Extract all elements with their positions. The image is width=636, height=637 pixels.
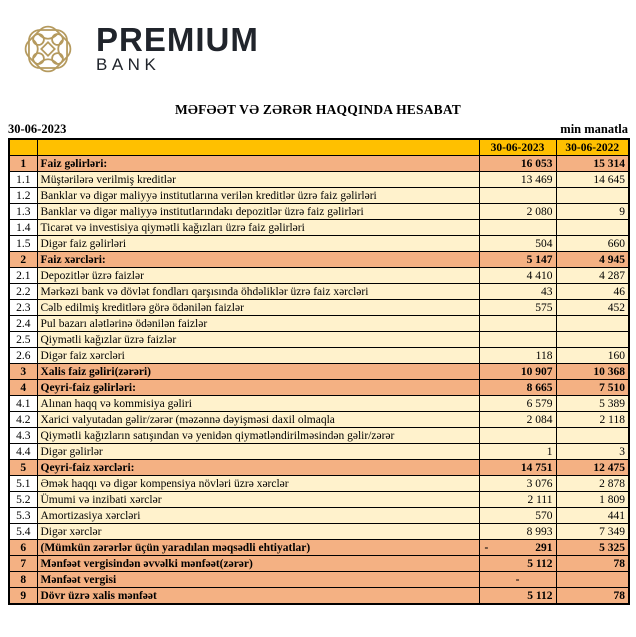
table-row [9, 316, 629, 332]
value-2022-cell [556, 332, 629, 348]
value-2023-cell: 5 112 [479, 556, 556, 572]
row-no-cell: 2.6 [9, 348, 37, 364]
table-row [9, 524, 629, 540]
table-row [9, 252, 629, 268]
value-2023-cell: 5 112 [479, 588, 556, 605]
table-header-row [9, 139, 629, 156]
header-no-cell [9, 139, 37, 156]
premium-bank-emblem-icon [12, 15, 84, 83]
value-2022-cell: 2 878 [556, 476, 629, 492]
row-no-cell: 4.2 [9, 412, 37, 428]
value-2023-cell: 3 076 [479, 476, 556, 492]
row-no-cell: 5.3 [9, 508, 37, 524]
row-label-cell: Digər gəlirlər [37, 444, 479, 460]
value-2023-cell: 16 053 [479, 156, 556, 172]
table-row [9, 444, 629, 460]
row-no-cell: 2.4 [9, 316, 37, 332]
table-row [9, 556, 629, 572]
row-no-cell: 2.1 [9, 268, 37, 284]
table-row [9, 572, 629, 588]
bank-logo [12, 14, 636, 84]
row-no-cell: 6 [9, 540, 37, 556]
row-no-cell: 1.5 [9, 236, 37, 252]
row-label-cell: Mərkəzi bank və dövlət fondları qarşısında öhdəliklər üzrə faiz xərcləri [37, 284, 479, 300]
row-label-cell: Əmək haqqı və digər kompensiya növləri üzrə xərclər [37, 476, 479, 492]
value-2022-cell: 3 [556, 444, 629, 460]
table-row [9, 284, 629, 300]
value-2023-cell: 2 084 [479, 412, 556, 428]
profit-loss-table [8, 138, 630, 605]
table-row [9, 348, 629, 364]
row-label-cell: Ticarət və investisiya qiymətli kağızları üzrə faiz gəlirləri [37, 220, 479, 236]
value-2022-cell: 12 475 [556, 460, 629, 476]
brand-name: PREMIUM [96, 20, 259, 58]
value-2023-cell: 8 993 [479, 524, 556, 540]
value-2022-cell: 452 [556, 300, 629, 316]
value-2022-cell: 78 [556, 556, 629, 572]
row-label-cell: Ümumi və inzibati xərclər [37, 492, 479, 508]
row-label-cell: Banklar və digər maliyyə institutlarındakı depozitlər üzrə faiz gəlirləri [37, 204, 479, 220]
row-no-cell: 1.3 [9, 204, 37, 220]
table-row [9, 380, 629, 396]
row-label-cell: Mənfəət vergisindən əvvəlki mənfəət(zərər) [37, 556, 479, 572]
row-no-cell: 8 [9, 572, 37, 588]
table-row [9, 540, 629, 556]
table-row [9, 460, 629, 476]
row-label-cell: Digər faiz xərcləri [37, 348, 479, 364]
value-2023-cell [479, 188, 556, 204]
row-no-cell: 3 [9, 364, 37, 380]
table-row [9, 492, 629, 508]
value-2022-cell: 2 118 [556, 412, 629, 428]
row-no-cell: 7 [9, 556, 37, 572]
unit-label: min manatla [560, 122, 628, 136]
row-label-cell: Mənfəət vergisi [37, 572, 479, 588]
row-no-cell: 1.2 [9, 188, 37, 204]
value-2023-cell: 14 751 [479, 460, 556, 476]
value-2022-cell [556, 220, 629, 236]
value-2022-cell: 14 645 [556, 172, 629, 188]
row-no-cell: 4.4 [9, 444, 37, 460]
value-2022-cell: 5 389 [556, 396, 629, 412]
value-2022-cell: 441 [556, 508, 629, 524]
table-row [9, 156, 629, 172]
row-no-cell: 1.1 [9, 172, 37, 188]
row-label-cell: Faiz xərcləri: [37, 252, 479, 268]
value-2022-cell [556, 316, 629, 332]
row-no-cell: 1 [9, 156, 37, 172]
row-label-cell: (Mümkün zərərlər üçün yaradılan məqsədli ehtiyatlar) [37, 540, 479, 556]
brand-subtitle: BANK [96, 54, 161, 74]
value-2023-cell [479, 220, 556, 236]
negative-sign: - [484, 541, 489, 554]
row-label-cell: Cəlb edilmiş kreditlərə görə ödənilən faizlər [37, 300, 479, 316]
value-2022-cell: 660 [556, 236, 629, 252]
row-label-cell: Qiymətli kağızların satışından və yenidən qiymətləndirilməsindən gəlir/zərər [37, 428, 479, 444]
value-2023-cell: 13 469 [479, 172, 556, 188]
header-label-cell [37, 139, 479, 156]
value-2023-cell [479, 332, 556, 348]
value-2022-cell: 7 349 [556, 524, 629, 540]
value-2023-cell: 2 080 [479, 204, 556, 220]
value-2022-cell: 15 314 [556, 156, 629, 172]
row-no-cell: 5 [9, 460, 37, 476]
value-2023-cell: 575 [479, 300, 556, 316]
row-no-cell: 5.4 [9, 524, 37, 540]
value-2022-cell: 46 [556, 284, 629, 300]
value-2023-cell: 1 [479, 444, 556, 460]
row-no-cell: 5.2 [9, 492, 37, 508]
row-no-cell: 9 [9, 588, 37, 605]
header-col-2022: 30-06-2022 [556, 139, 629, 156]
row-no-cell: 4 [9, 380, 37, 396]
table-row [9, 396, 629, 412]
value-2022-cell: 7 510 [556, 380, 629, 396]
row-no-cell: 1.4 [9, 220, 37, 236]
table-row [9, 188, 629, 204]
row-no-cell: 2.5 [9, 332, 37, 348]
table-row [9, 332, 629, 348]
value-2023-cell: - [479, 572, 556, 588]
row-label-cell: Xalis faiz gəliri(zərəri) [37, 364, 479, 380]
value-2023-cell: 118 [479, 348, 556, 364]
table-row [9, 428, 629, 444]
table-row [9, 236, 629, 252]
row-label-cell: Müştərilərə verilmiş kreditlər [37, 172, 479, 188]
value-2023-cell [479, 316, 556, 332]
row-label-cell: Qiymətli kağızlar üzrə faizlər [37, 332, 479, 348]
value-2023-cell: 5 147 [479, 252, 556, 268]
value-2022-cell: 1 809 [556, 492, 629, 508]
table-row [9, 172, 629, 188]
row-no-cell: 4.1 [9, 396, 37, 412]
value-2022-cell: 160 [556, 348, 629, 364]
value-2023-cell: 504 [479, 236, 556, 252]
row-no-cell: 2 [9, 252, 37, 268]
value-2022-cell: 10 368 [556, 364, 629, 380]
table-row [9, 268, 629, 284]
table-row [9, 588, 629, 605]
value-2022-cell [556, 188, 629, 204]
row-no-cell: 4.3 [9, 428, 37, 444]
value-2022-cell [556, 428, 629, 444]
report-table-body [9, 139, 629, 604]
value-2022-cell [556, 572, 629, 588]
value-2023-cell: 4 410 [479, 268, 556, 284]
value-2022-cell: 78 [556, 588, 629, 605]
table-row [9, 300, 629, 316]
value-2023-cell: 43 [479, 284, 556, 300]
row-no-cell: 2.3 [9, 300, 37, 316]
row-no-cell: 5.1 [9, 476, 37, 492]
row-label-cell: Depozitlər üzrə faizlər [37, 268, 479, 284]
report-meta [8, 122, 628, 137]
value-2022-cell: 9 [556, 204, 629, 220]
value-2023-cell: 8 665 [479, 380, 556, 396]
value-2023-cell: 570 [479, 508, 556, 524]
row-label-cell: Alınan haqq və kommisiya gəliri [37, 396, 479, 412]
row-no-cell: 2.2 [9, 284, 37, 300]
value-2022-cell: 4 287 [556, 268, 629, 284]
row-label-cell: Banklar və digər maliyyə institutlarına verilən kreditlər üzrə faiz gəlirləri [37, 188, 479, 204]
row-label-cell: Pul bazarı alətlərinə ödənilən faizlər [37, 316, 479, 332]
value-2022-cell: 5 325 [556, 540, 629, 556]
page-title: MƏFƏƏT VƏ ZƏRƏR HAQQINDA HESABAT [174, 102, 462, 117]
row-label-cell: Qeyri-faiz gəlirləri: [37, 380, 479, 396]
row-label-cell: Dövr üzrə xalis mənfəət [37, 588, 479, 605]
table-row [9, 220, 629, 236]
row-label-cell: Amortizasiya xərcləri [37, 508, 479, 524]
value-2022-cell: 4 945 [556, 252, 629, 268]
row-label-cell: Digər xərclər [37, 524, 479, 540]
value-2023-cell: 2 111 [479, 492, 556, 508]
table-row [9, 412, 629, 428]
value-2023-cell: 6 579 [479, 396, 556, 412]
table-row [9, 508, 629, 524]
value-2023-cell: - 291 [479, 540, 556, 556]
row-label-cell: Digər faiz gəlirləri [37, 236, 479, 252]
value-2023-cell: 10 907 [479, 364, 556, 380]
table-row [9, 476, 629, 492]
row-label-cell: Qeyri-faiz xərcləri: [37, 460, 479, 476]
table-row [9, 364, 629, 380]
row-label-cell: Faiz gəlirləri: [37, 156, 479, 172]
report-date: 30-06-2023 [8, 122, 67, 136]
row-label-cell: Xarici valyutadan gəlir/zərər (məzənnə dəyişməsi daxil olmaqla [37, 412, 479, 428]
header-col-2023: 30-06-2023 [479, 139, 556, 156]
value-2023-cell [479, 428, 556, 444]
table-row [9, 204, 629, 220]
